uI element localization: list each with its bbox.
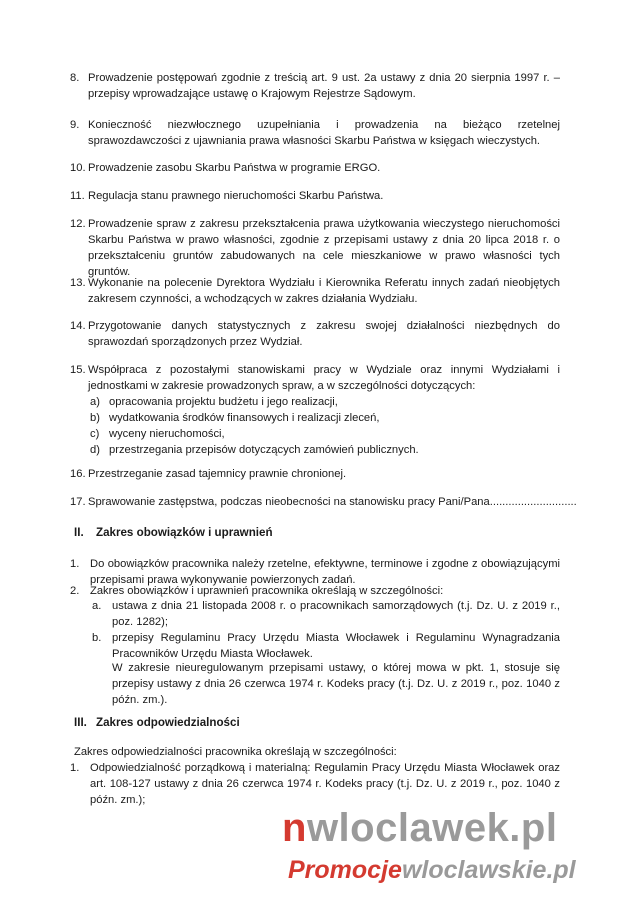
item-number: 9. [70,119,80,131]
item-text: Prowadzenie zasobu Skarbu Państwa w programie ERGO. [88,162,381,174]
section3-item-1 [70,760,560,808]
sub-item-text: opracowania projektu budżetu i jego realizacji, [109,396,338,408]
sub-item-c [90,426,225,442]
sub-item-b [90,410,380,426]
list-item-16 [70,466,560,482]
list-item-14 [70,318,560,350]
sub-item-text: przestrzegania przepisów dotyczących zamówień publicznych. [109,444,419,456]
sub-item-text: wyceny nieruchomości, [109,428,225,440]
section-numeral: II. [74,526,84,539]
item-number: 14. [70,320,86,332]
watermark-part-red: n [282,806,307,850]
sub-item-letter: d) [90,444,100,456]
section2-sub-a [92,598,560,630]
item-text: Prowadzenie postępowań zgodnie z treścią art. 9 ust. 2a ustawy z dnia 20 sierpnia 1997 r. – przepisy wprowadzające ustawę o Krajowym Rejestrze Sądowym. [88,72,560,100]
sub-item-letter: a) [90,396,100,408]
watermark-part-gray: wloclawek.pl [306,806,558,850]
sub-item-letter: a. [92,600,102,612]
item-number: 8. [70,72,80,84]
section-title: Zakres odpowiedzialności [96,716,240,729]
sub-item-text: ustawa z dnia 21 listopada 2008 r. o pracownikach samorządowych (t.j. Dz. U. z 2019 r., poz. 1282); [112,600,560,628]
item-text: Konieczność niezwłocznego uzupełniania i prowadzenia na bieżąco rzetelnej sprawozdawczości z ujawniania prawa własności Skarbu Państwa w księgach wieczystych. [88,119,560,147]
list-item-11 [70,188,560,204]
list-item-10 [70,160,560,176]
sub-item-letter: b. [92,632,102,644]
item-text: Odpowiedzialność porządkową i materialną: Regulamin Pracy Urzędu Miasta Włocławek oraz art. 108-127 ustawy z dnia 26 czerwca 1974 r. Kodeks pracy (t.j. Dz. U. z 2019 r., poz. 1040 z późn. zm.); [90,762,560,806]
item-text: Przestrzeganie zasad tajemnicy prawnie chronionej. [88,468,347,480]
item-number: 2. [70,585,80,597]
watermark-promocje-logo [288,856,576,885]
item-number: 1. [70,762,80,774]
sub-item-letter: b) [90,412,100,424]
watermark-nwloclawek-logo [282,806,557,851]
section3-intro: Zakres odpowiedzialności pracownika określają w szczególności: [74,746,397,758]
section-title: Zakres obowiązków i uprawnień [96,526,273,539]
sub-item-d [90,442,419,458]
list-item-8 [70,70,560,102]
item-number: 12. [70,218,86,230]
item-number: 17. [70,496,86,508]
item-text: Wykonanie na polecenie Dyrektora Wydziału i Kierownika Referatu innych zadań nieobjętych zakresem czynności, a wchodzących w zakres działania Wydziału. [88,277,560,305]
item-number: 16. [70,468,86,480]
section-heading-ii [74,526,273,539]
item-text: Do obowiązków pracownika należy rzetelne, efektywne, terminowe i zgodne z obowiązującymi przepisami prawa wykonywanie powierzonych zadań. [90,558,560,586]
section2-sub-b [92,630,560,662]
item-number: 15. [70,364,86,376]
item-number: 10. [70,162,86,174]
sub-item-letter: c) [90,428,100,440]
item-number: 13. [70,277,86,289]
section-heading-iii [74,716,240,729]
section2-note: W zakresie nieuregulowanym przepisami ustawy, o której mowa w pkt. 1, stosuje się przepisy ustawy z dnia 26 czerwca 1974 r. Kodeks pracy (t.j. Dz. U. z 2019 r., poz. 1040 z późn. zm.). [112,662,560,706]
item-number: 1. [70,558,80,570]
list-item-12 [70,216,560,280]
list-item-15 [70,362,560,394]
list-item-17 [70,494,577,510]
section2-item-2 [70,583,560,599]
watermark-part-gray: wloclawskie.pl [401,856,576,884]
item-text: Przygotowanie danych statystycznych z zakresu swojej działalności niezbędnych do sprawozdań sporządzonych przez Wydział. [88,320,560,348]
list-item-13 [70,275,560,307]
item-text: Współpraca z pozostałymi stanowiskami pracy w Wydziale oraz innymi Wydziałami i jednostkami w zakresie prowadzonych spraw, a w szczególności dotyczących: [88,364,560,392]
item-text: Regulacja stanu prawnego nieruchomości Skarbu Państwa. [88,190,384,202]
sub-item-text: wydatkowania środków finansowych i realizacji zleceń, [109,412,380,424]
item-text: Sprawowanie zastępstwa, podczas nieobecności na stanowisku pracy Pani/Pana............................ [88,496,577,508]
sub-item-a [90,394,338,410]
item-number: 11. [70,190,85,202]
item-text: Zakres obowiązków i uprawnień pracownika określają w szczególności: [90,585,444,597]
list-item-9 [70,117,560,149]
sub-item-text: przepisy Regulaminu Pracy Urzędu Miasta Włocławek i Regulaminu Wynagradzania Pracowników Urzędu Miasta Włocławek. [112,632,560,660]
watermark-part-red: Promocje [288,856,402,884]
item-text: Prowadzenie spraw z zakresu przekształcenia prawa użytkowania wieczystego nieruchomości Skarbu Państwa w prawo własności, zgodnie z przepisami ustawy z dnia 20 lipca 2018 r. o przekształceniu gruntów zabudowanych na cele mieszkaniowe w prawo własności tych gruntów. [88,218,560,278]
section-numeral: III. [74,716,87,729]
